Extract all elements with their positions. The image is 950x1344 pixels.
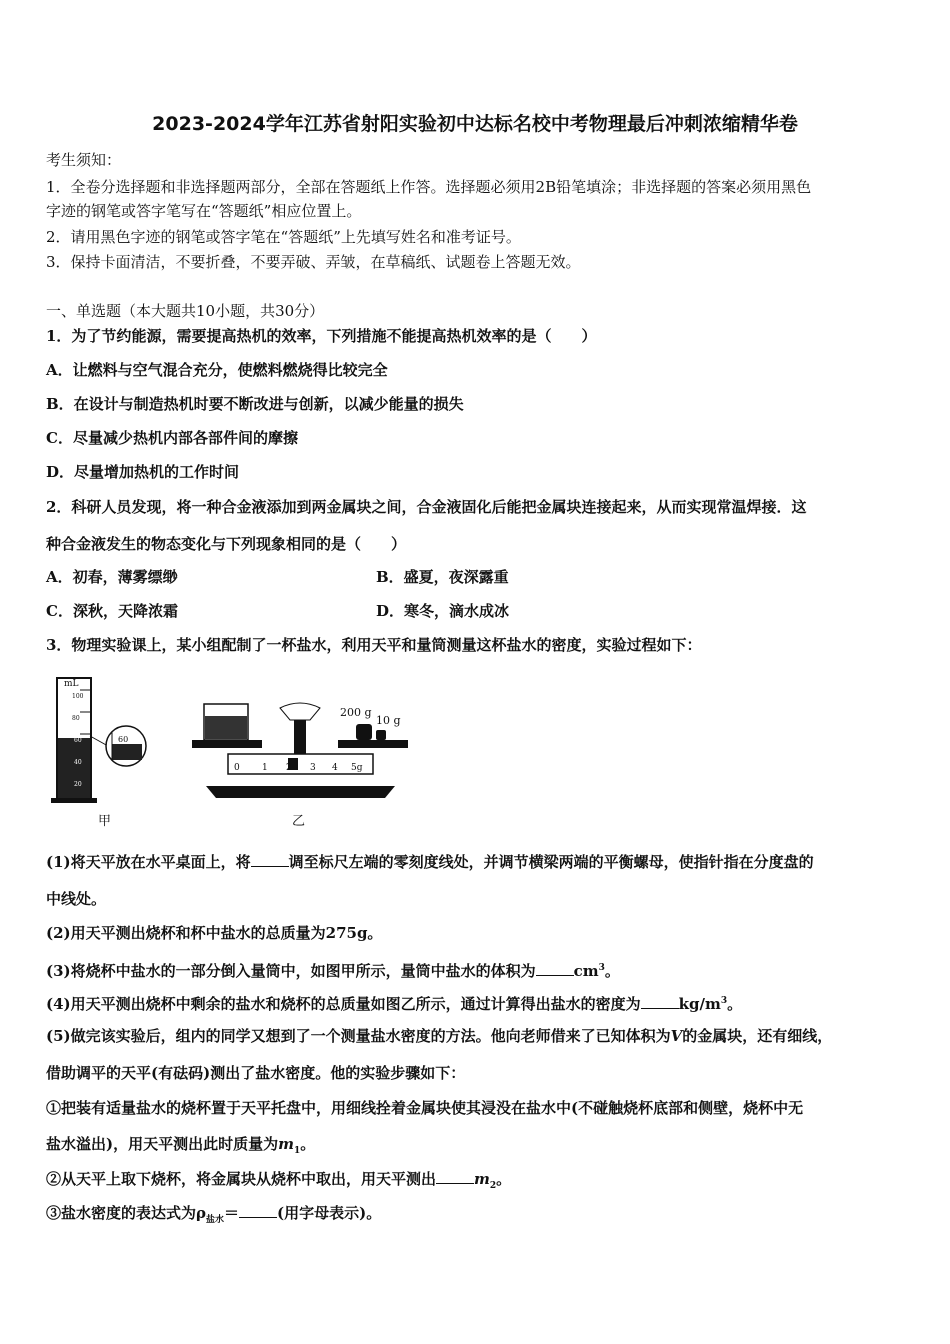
q3-step-1-text: 盐水溢出)，用天平测出此时质量为 bbox=[46, 1135, 279, 1153]
q2-stem-cont: 种合金液发生的物态变化与下列现象相同的是（ ） bbox=[46, 535, 407, 553]
q3-step-1-cont bbox=[46, 1134, 315, 1161]
zoom-leader bbox=[90, 736, 108, 746]
cylinder-base bbox=[51, 798, 97, 803]
q3-part-3-sup: 3 bbox=[598, 963, 605, 973]
q3-part-1-text: (1)将天平放在水平桌面上，将 bbox=[46, 853, 251, 871]
q3-step-1-var-m: m bbox=[278, 1135, 294, 1153]
q1-stem: 1．为了节约能源，需要提高热机的效率，下列措施不能提高热机效率的是（ ） bbox=[46, 327, 597, 345]
section-heading: 一、单选题（本大题共10小题，共30分） bbox=[46, 302, 325, 320]
q3-part-4-end: 。 bbox=[727, 995, 743, 1013]
q3-part-5-cont: 借助调平的天平(有砝码)测出了盐水密度。他的实验步骤如下： bbox=[46, 1064, 466, 1082]
q3-step-2-var-m: m bbox=[474, 1170, 490, 1188]
tick-label-60: 60 bbox=[74, 737, 82, 744]
q2-option-b: B．盛夏，夜深露重 bbox=[376, 568, 509, 586]
right-pan bbox=[338, 740, 408, 748]
notice-item-2: 2．请用黑色字迹的钢笔或答字笔在“答题纸”上先填写姓名和准考证号。 bbox=[46, 228, 521, 246]
q3-part-5-text-b: 的金属块，还有细线， bbox=[682, 1027, 833, 1045]
q3-part-5 bbox=[46, 1026, 832, 1046]
q3-part-5-var-v: V bbox=[670, 1027, 683, 1045]
notice-item-1-cont: 字迹的钢笔或答字笔写在“答题纸”相应位置上。 bbox=[46, 202, 362, 220]
q3-stem: 3．物理实验课上，某小组配制了一杯盐水，利用天平和量筒测量这杯盐水的密度，实验过程如下： bbox=[46, 636, 702, 654]
answer-blank-6[interactable] bbox=[239, 1203, 277, 1218]
answer-blank-5[interactable] bbox=[436, 1169, 474, 1184]
scale-2: 2 bbox=[286, 763, 292, 773]
q3-step-2-end: 。 bbox=[496, 1170, 512, 1188]
q3-part-1-cont: 中线处。 bbox=[46, 890, 107, 908]
page-title: 2023-2024学年江苏省射阳实验初中达标名校中考物理最后冲刺浓缩精华卷 bbox=[152, 113, 798, 135]
answer-blank-1[interactable] bbox=[251, 852, 289, 867]
weight-10g-label: 10 g bbox=[376, 714, 401, 727]
dial-plate bbox=[280, 703, 320, 720]
q2-option-a: A．初春，薄雾缥缈 bbox=[46, 568, 178, 586]
q3-step-1-end: 。 bbox=[300, 1135, 316, 1153]
scale-4: 4 bbox=[332, 763, 338, 773]
weight-200g bbox=[356, 724, 372, 740]
scale-0: 0 bbox=[234, 763, 240, 773]
q1-option-b: B．在设计与制造热机时要不断改进与创新，以减少能量的损失 bbox=[46, 395, 464, 413]
answer-blank-4[interactable] bbox=[641, 994, 679, 1009]
left-pan bbox=[192, 740, 262, 748]
beaker-liquid bbox=[205, 716, 247, 739]
scale-5g: 5g bbox=[351, 763, 363, 773]
q3-part-3-end: 。 bbox=[604, 962, 620, 980]
q3-step-1: ①把装有适量盐水的烧杯置于天平托盘中，用细线拴着金属块使其浸没在盐水中(不碰触烧杯底部和侧壁，烧杯中无 bbox=[46, 1099, 804, 1117]
q3-step-1-sub: 1 bbox=[293, 1146, 301, 1156]
q3-part-3 bbox=[46, 958, 620, 981]
q3-step-2-sub: 2 bbox=[489, 1181, 497, 1191]
balance-figure bbox=[188, 694, 413, 806]
q3-step-3-end: (用字母表示)。 bbox=[277, 1204, 382, 1222]
scale-1: 1 bbox=[262, 763, 268, 773]
q3-part-1 bbox=[46, 852, 814, 872]
q3-step-3 bbox=[46, 1203, 381, 1230]
tick-label-80: 80 bbox=[72, 715, 80, 722]
tick-label-40: 40 bbox=[74, 759, 82, 766]
cylinder-unit: mL bbox=[64, 679, 79, 689]
weight-10g bbox=[376, 730, 386, 740]
q3-part-4 bbox=[46, 991, 742, 1014]
q3-step-3-sub: 盐水 bbox=[205, 1215, 224, 1225]
tick-label-100: 100 bbox=[72, 693, 84, 700]
q1-option-d: D．尽量增加热机的工作时间 bbox=[46, 463, 240, 481]
caption-jia: 甲 bbox=[98, 814, 112, 829]
q3-part-4-sup: 3 bbox=[720, 996, 728, 1006]
q3-part-1-text-b: 调至标尺左端的零刻度线处，并调节横梁两端的平衡螺母，使指针指在分度盘的 bbox=[288, 853, 814, 871]
q3-step-3-eq: ＝ bbox=[224, 1204, 240, 1222]
q3-part-5-text: (5)做完该实验后，组内的同学又想到了一个测量盐水密度的方法。他向老师借来了已知体积为 bbox=[46, 1027, 671, 1045]
q2-option-d: D．寒冬，滴水成冰 bbox=[376, 602, 510, 620]
q3-part-3-text: (3)将烧杯中盐水的一部分倒入量筒中，如图甲所示，量筒中盐水的体积为 bbox=[46, 962, 536, 980]
notice-item-1: 1．全卷分选择题和非选择题两部分，全部在答题纸上作答。选择题必须用2B铅笔填涂；非选择题的答案必须用黑色 bbox=[46, 178, 812, 196]
tick-label-20: 20 bbox=[74, 781, 82, 788]
scale-3: 3 bbox=[310, 763, 316, 773]
notice-heading: 考生须知： bbox=[46, 151, 122, 169]
measuring-cylinder-figure bbox=[50, 668, 155, 808]
q1-option-a: A．让燃料与空气混合充分，使燃料燃烧得比较完全 bbox=[46, 361, 388, 379]
q1-option-c: C．尽量减少热机内部各部件间的摩擦 bbox=[46, 429, 298, 447]
zoom-liquid bbox=[112, 744, 142, 760]
zoom-reading: 60 bbox=[118, 735, 129, 744]
cylinder-liquid bbox=[58, 738, 90, 799]
q3-step-2-text: ②从天平上取下烧杯，将金属块从烧杯中取出，用天平测出 bbox=[46, 1170, 437, 1188]
caption-yi: 乙 bbox=[292, 814, 306, 829]
q3-part-2: (2)用天平测出烧杯和杯中盐水的总质量为275g。 bbox=[46, 924, 383, 942]
q3-step-3-text: ③盐水密度的表达式为ρ bbox=[46, 1204, 206, 1222]
q2-stem: 2．科研人员发现，将一种合金液添加到两金属块之间，合金液固化后能把金属块连接起来，从而实现常温焊接．这 bbox=[46, 498, 807, 516]
q2-option-c: C．深秋，天降浓霜 bbox=[46, 602, 178, 620]
answer-blank-3[interactable] bbox=[536, 961, 574, 976]
notice-item-3: 3．保持卡面清洁，不要折叠，不要弄破、弄皱，在草稿纸、试题卷上答题无效。 bbox=[46, 253, 581, 271]
weight-200g-label: 200 g bbox=[340, 706, 372, 719]
q3-part-4-text: (4)用天平测出烧杯中剩余的盐水和烧杯的总质量如图乙所示，通过计算得出盐水的密度为 bbox=[46, 995, 641, 1013]
q3-part-3-unit: cm bbox=[573, 962, 599, 980]
balance-base bbox=[206, 786, 395, 798]
q3-step-2 bbox=[46, 1169, 511, 1196]
q3-part-4-unit: kg/m bbox=[678, 995, 721, 1013]
balance-pillar bbox=[294, 720, 306, 756]
